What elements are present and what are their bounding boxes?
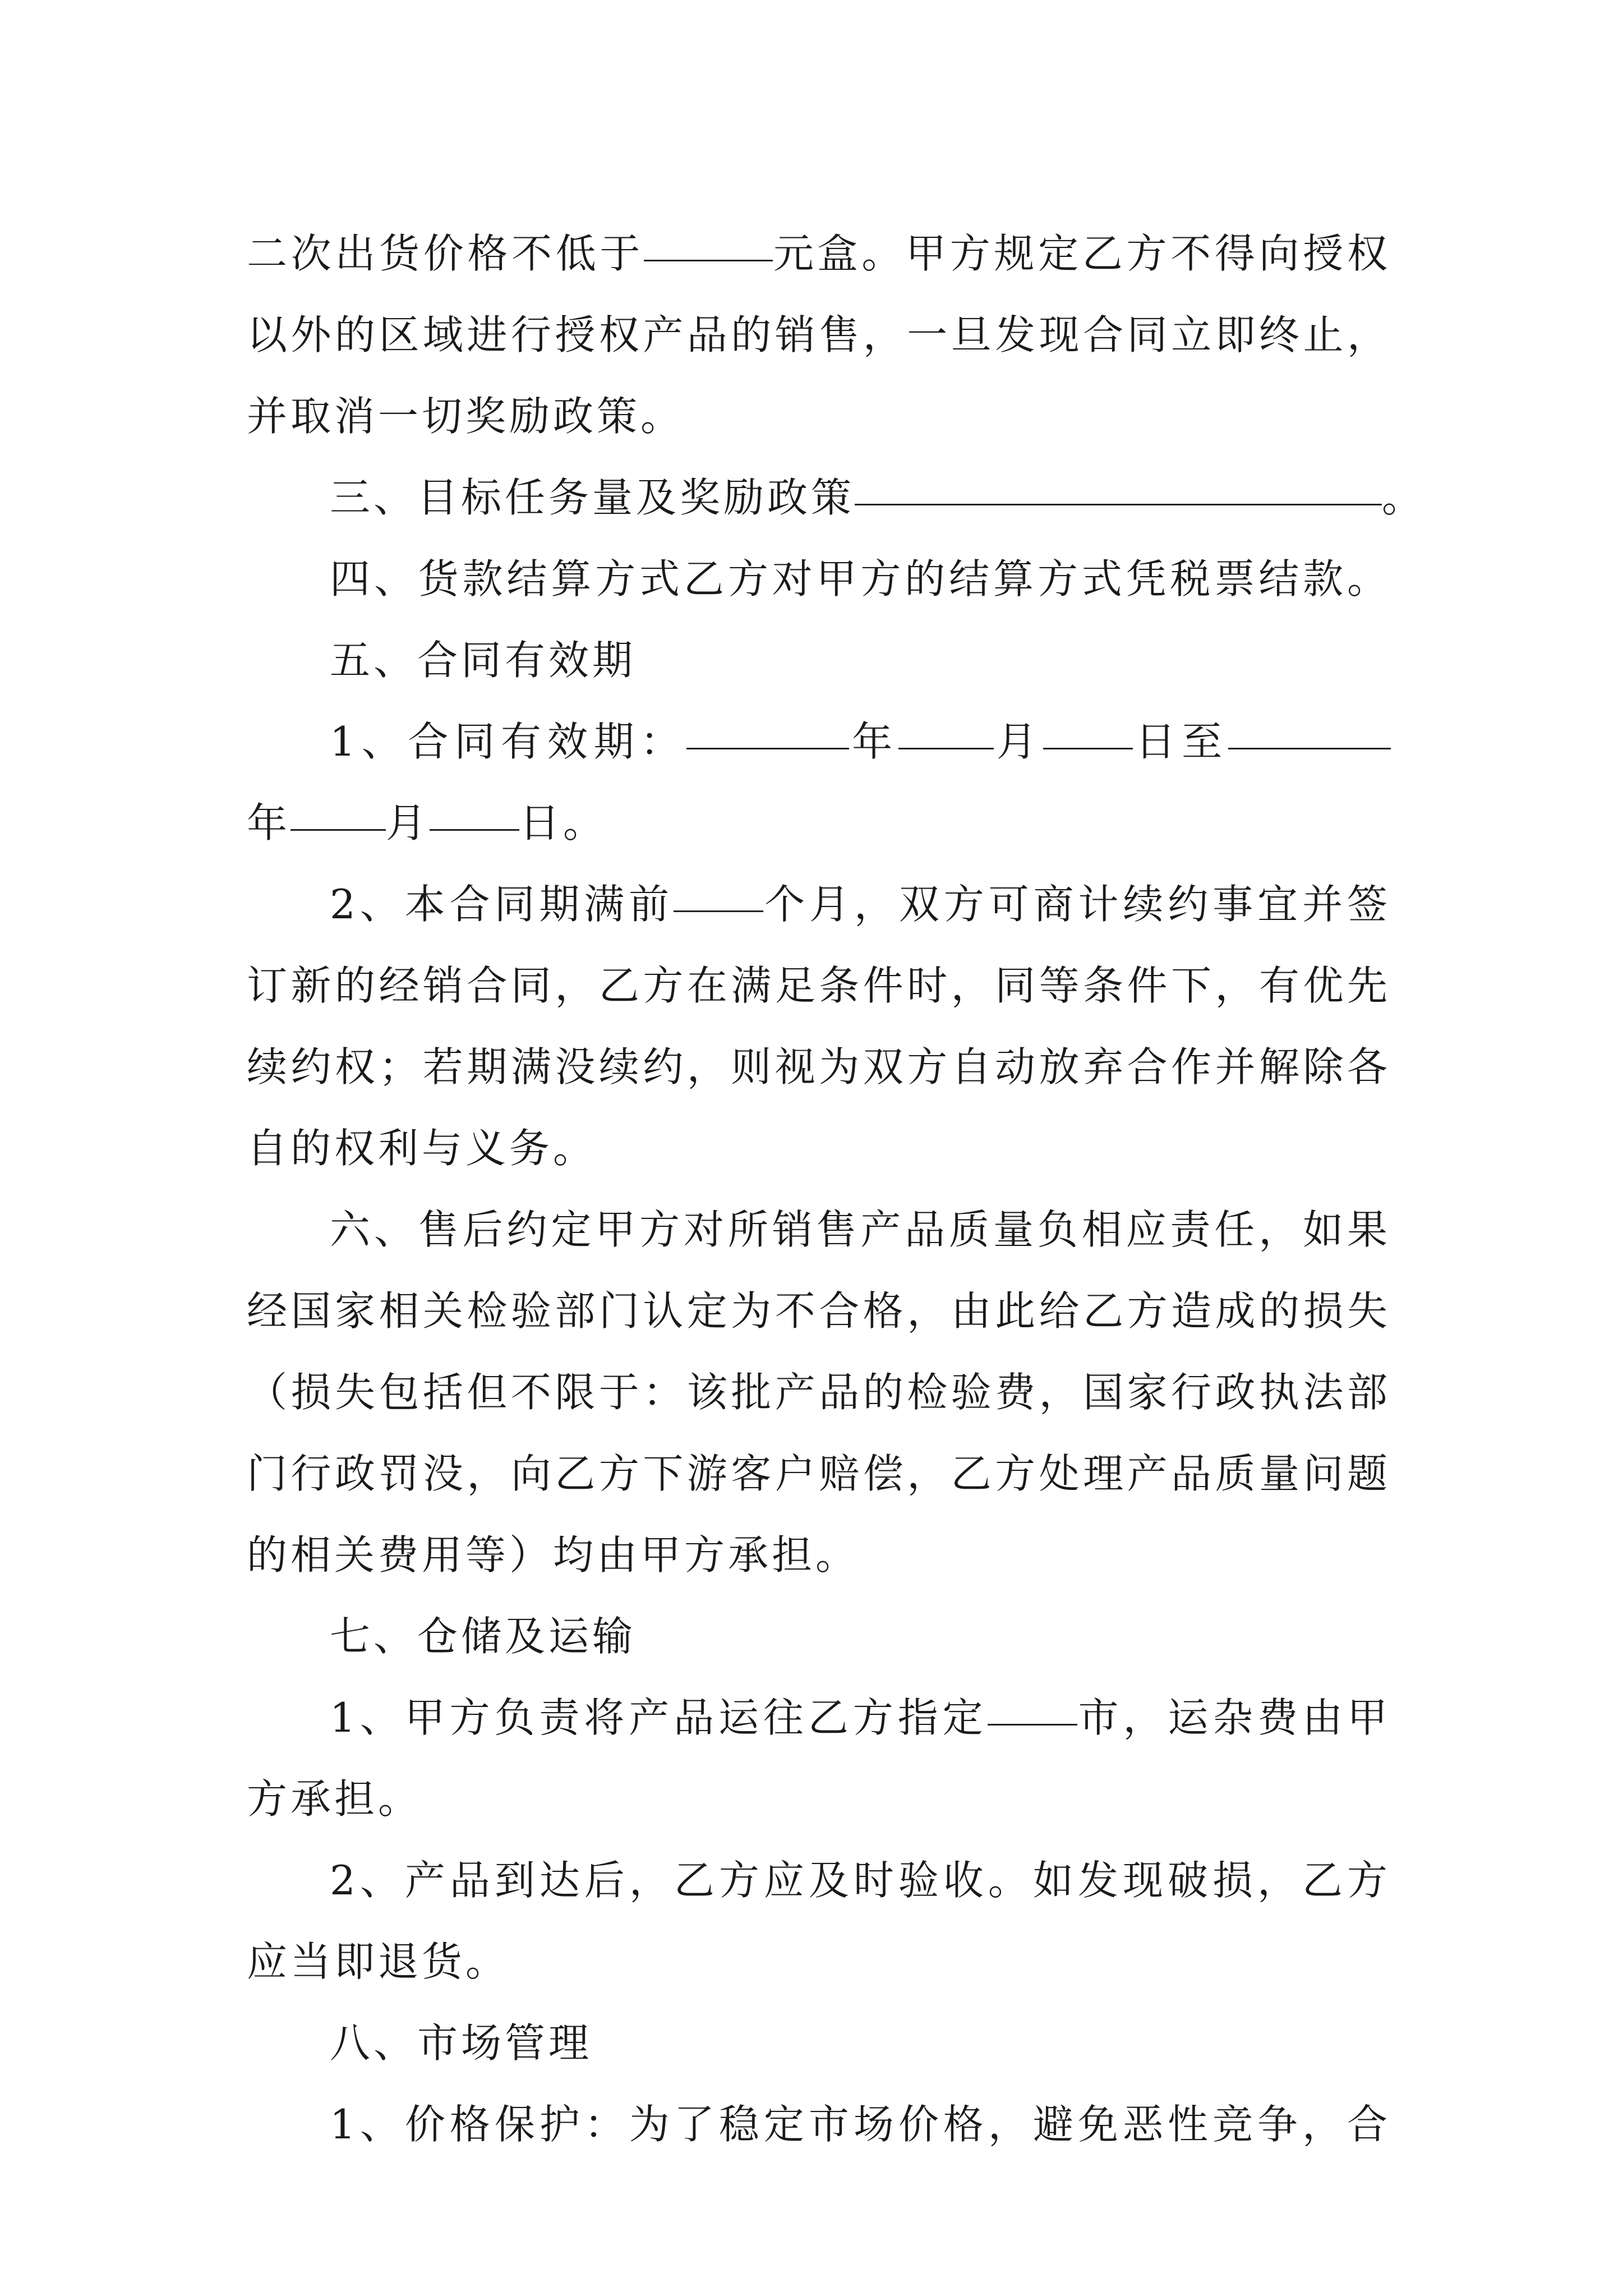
section-heading-7: 七、仓储及运输 [330,1613,637,1660]
paragraph-line: 方承担。 [247,1775,422,1823]
text: 。 [1382,474,1426,521]
section-heading-5: 五、合同有效期 [330,637,637,684]
paragraph-line: 经国家相关检验部门认定为不合格，由此给乙方造成的损失 [247,1287,1391,1335]
document-page [247,213,1426,2165]
blank-field [644,260,773,261]
blank-field [291,829,386,831]
section-heading-6: 六、售后约定甲方对所销售产品质量负相应责任，如果 [330,1206,1391,1253]
paragraph-line: 续约权；若期满没续约，则视为双方自动放弃合作并解除各 [247,1043,1391,1091]
text: 1、合同有效期： [330,718,687,765]
blank-field [855,504,1382,505]
section-heading-8: 八、市场管理 [330,2019,593,2067]
text: 日。 [519,799,607,846]
paragraph-line [247,701,1391,783]
text: 日至 [1132,718,1228,765]
text: 元盒。甲方规定乙方不得向授权 [773,230,1391,277]
section-heading-3 [247,457,1426,539]
text: 年 [247,799,291,846]
blank-field [988,1724,1077,1726]
blank-field [674,910,763,912]
paragraph-line: 2、产品到达后，乙方应及时验收。如发现破损，乙方 [330,1857,1391,1904]
paragraph-line: 订新的经销合同，乙方在满足条件时，同等条件下，有优先 [247,962,1391,1009]
blank-field [898,748,994,749]
text: 1、甲方负责将产品运往乙方指定 [330,1694,988,1741]
paragraph-line: （损失包括但不限于：该批产品的检验费，国家行政执法部 [247,1369,1391,1416]
text: 2、本合同期满前 [330,881,674,928]
paragraph-line: 并取消一切奖励政策。 [247,393,685,440]
text: 个月，双方可商计续约事宜并签 [763,881,1391,928]
paragraph-line: 以外的区域进行授权产品的销售，一旦发现合同立即终止， [247,311,1391,358]
paragraph-line: 自的权利与义务。 [247,1125,597,1172]
paragraph-line: 门行政罚没，向乙方下游客户赔偿，乙方处理产品质量问题 [247,1450,1391,1497]
blank-field [1228,748,1391,749]
blank-field [430,829,519,831]
text: 二次出货价格不低于 [247,230,644,277]
blank-field [686,748,849,749]
paragraph-line [247,1677,1391,1759]
paragraph-line: 的相关费用等）均由甲方承担。 [247,1531,860,1579]
blank-field [1043,748,1133,749]
paragraph-line: 1、价格保护：为了稳定市场价格，避免恶性竞争，合 [330,2101,1391,2148]
text: 年 [849,718,898,765]
text: 月 [993,718,1043,765]
paragraph-line [247,783,1391,864]
section-heading-4: 四、货款结算方式乙方对甲方的结算方式凭税票结款。 [330,555,1391,602]
paragraph-line: 应当即退货。 [247,1938,510,1985]
paragraph-line [247,213,1391,295]
paragraph-line [247,864,1391,945]
text: 市，运杂费由甲 [1077,1694,1391,1741]
text: 三、目标任务量及奖励政策 [330,474,855,521]
text: 月 [386,799,430,846]
